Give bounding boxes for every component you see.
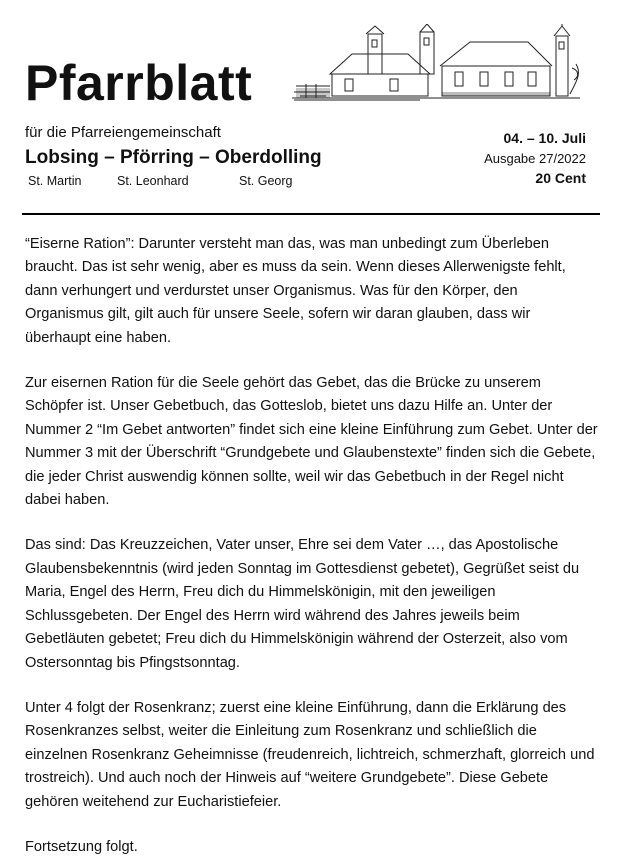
church-drawing-icon: [290, 24, 582, 102]
saint-label: St. Martin: [28, 174, 82, 188]
price: 20 Cent: [535, 170, 586, 186]
paragraph: Zur eisernen Ration für die Seele gehört das Gebet, das die Brücke zu unserem Schöpfer ist. Unser Gebetbuch, das Gotteslob, bietet uns dazu Hilfe an. Unter der Nummer 2 “Im Gebet antworten” findet sich eine kleine Einführung zum Gebet. Unter der Nummer 3 mit der Überschrift “Grundgebete und Glaubenstexte” finden sich die Gebete, die jeder Christ auswendig können sollte, weil wir das Gebetbuch in der Regel nicht dabei haben.: [25, 375, 598, 509]
paragraph: “Eiserne Ration”: Darunter versteht man das, was man unbedingt zum Überleben braucht. Das ist sehr wenig, aber es muss da sein. Wenn dieses Allerwenigste fehlt, dann verhungert und verdurstet unser Organismus. Was für den Körper, den Organismus gilt, gilt auch für unsere Seele, sofern wir daran glauben, dass wir überhaupt eine haben.: [25, 236, 566, 346]
issue-date: 04. – 10. Juli: [503, 130, 586, 146]
subtitle: für die Pfarreiengemeinschaft: [25, 124, 221, 141]
newsletter-title: Pfarrblatt: [25, 55, 253, 111]
header-divider: [22, 213, 600, 215]
paragraph: Das sind: Das Kreuzzeichen, Vater unser, Ehre sei dem Vater …, das Apostolische Glaubensbekenntnis (wird jeden Sonntag im Gottesdienst gebetet), Gegrüßet seist du Maria, Engel des Herrn, Freu dich du Himmelskönigin, mit den jeweiligen Schlussgebeten. Der Engel des Herrn wird während des Jahres jeweils beim Gebetläuten gebetet; Freu dich du Himmelskönigin während der Osterzeit, also vom Ostersonntag bis Pfingstsonntag.: [25, 537, 580, 671]
paragraph: Fortsetzung folgt.: [25, 838, 138, 855]
saint-label: St. Georg: [239, 174, 293, 188]
article-body: [25, 233, 600, 859]
issue-number: Ausgabe 27/2022: [484, 151, 586, 166]
paragraph: Unter 4 folgt der Rosenkranz; zuerst eine kleine Einführung, dann die Erklärung des Rosenkranzes selbst, weiter die Einleitung zum Rosenkranz und schließlich die einzelnen Rosenkranz Geheimnisse (freudenreich, lichtreich, schmerzhaft, glorreich und trostreich). Und auch noch der Hinweis auf “weitere Grundgebete”. Diese Gebete gehören weitehend zur Eucharistiefeier.: [25, 699, 595, 810]
saint-label: St. Leonhard: [117, 174, 189, 188]
parish-places: Lobsing – Pförring – Oberdolling: [25, 147, 322, 168]
